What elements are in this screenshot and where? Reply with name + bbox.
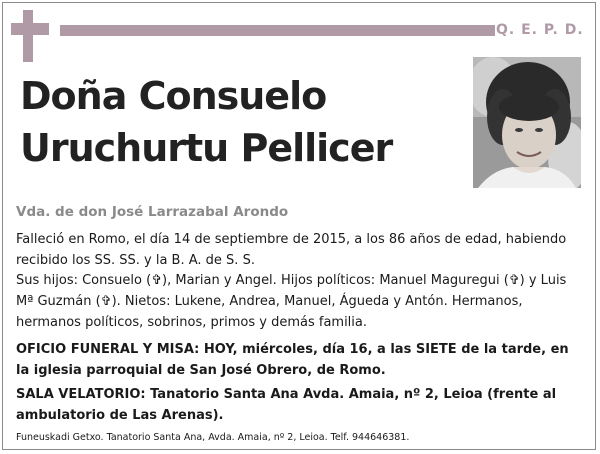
wake-room-info: SALA VELATORIO: Tanatorio Santa Ana Avda. Amaia, nº 2, Leioa (frente al ambulatorio de Las Arenas). [16, 387, 557, 423]
cross-vertical-beam [23, 10, 33, 62]
cross-horizontal-beam [11, 23, 49, 35]
header-rule [60, 25, 495, 36]
death-announcement: Falleció en Romo, el día 14 de septiembre de 2015, a los 86 años de edad, habiendo recibido los SS. SS. y la B. A. de S. S. [16, 232, 567, 268]
name-line-2: Uruchurtu Pellicer [20, 126, 393, 170]
qepd-label: Q. E. P. D. [496, 22, 584, 38]
family-list: Sus hijos: Consuelo (✞), Marian y Angel. Hijos políticos: Manuel Maguregui (✞) y Luis Mª Guzmán (✞). Nietos: Lukene, Andrea, Manuel, Águeda y Antón. Hermanos, hermanos políticos, sobrinos, primos y demás familia. [16, 273, 567, 330]
funeral-mass-info: OFICIO FUNERAL Y MISA: HOY, miércoles, día 16, a las SIETE de la tarde, en la iglesia parroquial de San José Obrero, de Romo. [16, 342, 569, 378]
funeral-home-footer: Funeuskadi Getxo. Tanatorio Santa Ana, Avda. Amaia, nº 2, Leioa. Telf. 944646381. [16, 432, 410, 443]
name-line-1: Doña Consuelo [20, 74, 327, 118]
deceased-name [20, 70, 460, 174]
widow-of-line: Vda. de don José Larrazabal Arondo [16, 204, 289, 220]
portrait-photo [473, 57, 581, 188]
portrait-drawing [473, 57, 581, 188]
